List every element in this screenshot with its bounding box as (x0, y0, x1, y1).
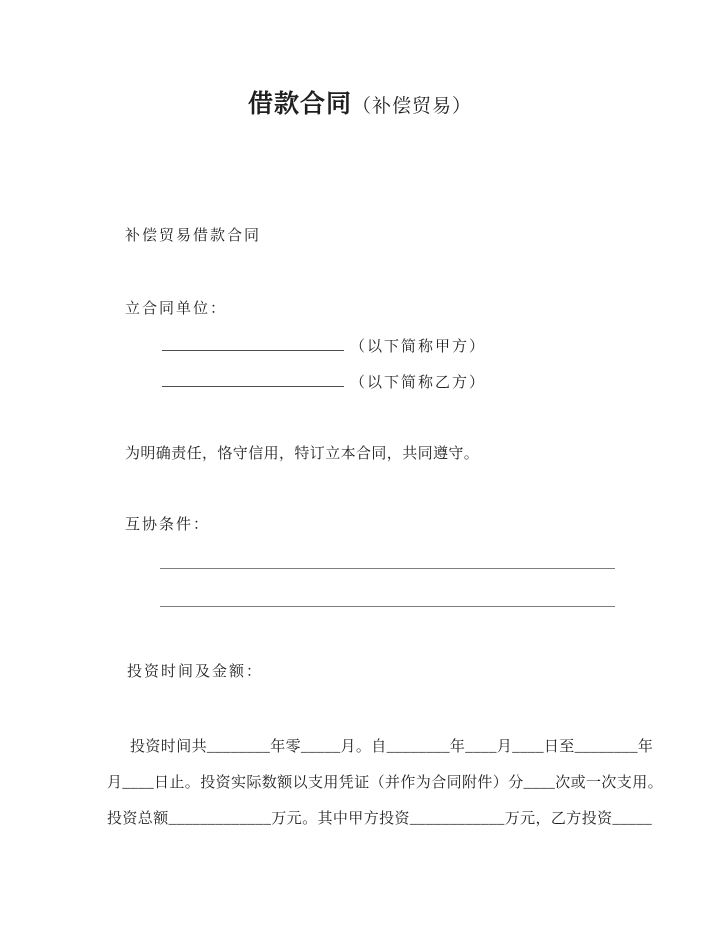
conditions-blank-line-1 (160, 568, 615, 569)
investment-label: 投资时间及金额： (127, 664, 264, 680)
doc-title-main: 借款合同 (247, 90, 352, 118)
party-b-blank-line (162, 371, 344, 387)
parties-label: 立合同单位： (125, 301, 228, 317)
party-a-line (162, 335, 486, 356)
party-b-note: （以下简称乙方） (350, 375, 487, 391)
doc-title (0, 84, 720, 120)
doc-title-sub: （补偿贸易） (352, 96, 473, 117)
purpose-text: 为明确责任，恪守信用，特订立本合同，共同遵守。 (125, 446, 480, 462)
doc-subtitle: 补偿贸易借款合同 (125, 228, 262, 244)
party-a-blank-line (162, 335, 344, 351)
party-b-line (162, 371, 486, 392)
investment-line: 月____日止。投资实际数额以支用凭证（并作为合同附件）分____次或一次支用。 (107, 775, 664, 791)
conditions-label: 互协条件： (125, 517, 211, 533)
investment-line: 投资时间共________年零_____月。自________年____月____日至________年 (130, 739, 654, 755)
party-a-note: （以下简称甲方） (350, 339, 487, 355)
conditions-blank-line-2 (160, 606, 615, 607)
investment-line: 投资总额_____________万元。其中甲方投资____________万元，乙方投资_____ (107, 811, 653, 827)
